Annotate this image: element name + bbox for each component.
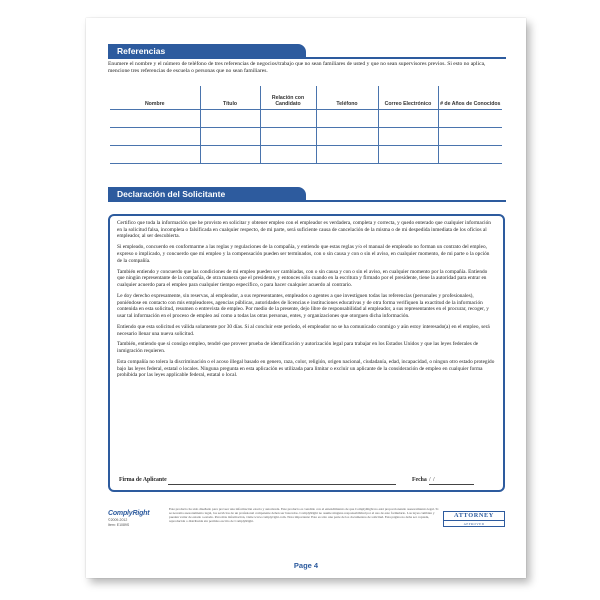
reference-1-relacion[interactable]: [260, 110, 316, 128]
reference-3-titulo[interactable]: [200, 146, 260, 164]
reference-3-telefono[interactable]: [316, 146, 378, 164]
column-relacion: Relación con Candidato: [260, 86, 316, 110]
declaration-title: Declaración del Solicitante: [117, 189, 226, 199]
declaration-paragraph: Certifico que toda la información que he provisto en solicitar y obtener empleo con el empleador es verdadera, completa y correcta, y quedo enterado que cualquier información en la solicitud falsa, incompleta o falsificada en cualquier respecto, de mi parte, será suficiente causa de cancelación de la misma o de mi despedida inmediata de los oficios al empleador, al ser descubierta.: [117, 220, 491, 240]
declaration-paragraph: Entiendo que esta solicitud es válida solamente por 30 días. Si al concluir este período, el empleador no se ha comunicado conmigo y aún estoy interesado(a) en el empleo, será necesario llenar una nueva solicitud.: [117, 323, 490, 337]
table-row: [110, 146, 502, 164]
declaration-paragraph: Si empleado, concuerdo en conformarme a las reglas y regulaciones de la compañía, y entiendo que estas reglas y/o el manual de empleado no forman un contrato del empleo, expreso o implicado, y concuerdo que mi empleo y la compensación pueden ser terminados, con o sin causa y con o sin el aviso, en cualquier momento, de mi parte o la opción de la compañía.: [117, 244, 490, 264]
badge-bottom-text: APPROVED: [463, 522, 485, 526]
badge-top-text: ATTORNEY: [444, 512, 504, 521]
logo-copyright: ©2009-2012: [108, 518, 128, 522]
reference-1-titulo[interactable]: [200, 110, 260, 128]
column-telefono: Teléfono: [316, 86, 378, 110]
column-nombre: Nombre: [144, 101, 165, 107]
references-header-row: [110, 86, 502, 110]
reference-2-telefono[interactable]: [316, 128, 378, 146]
reference-2-anos[interactable]: [438, 128, 502, 146]
references-instructions: Enumere el nombre y el número de teléfono de tres referencias de negocios/trabajo que no sean familiares de usted y que no sean supervisores previos. Si esto no aplica, mencione tres referencias de escuela o personas que no sean familiares.: [108, 61, 486, 74]
column-titulo: Título: [200, 86, 260, 110]
reference-1-telefono[interactable]: [316, 110, 378, 128]
column-anos: # de Años de Conocidos: [438, 86, 502, 110]
complyright-logo: [108, 510, 168, 527]
reference-3-correo[interactable]: [378, 146, 438, 164]
reference-1-anos[interactable]: [438, 110, 502, 128]
references-header-rule: [108, 57, 506, 59]
reference-2-relacion[interactable]: [260, 128, 316, 146]
reference-2-nombre[interactable]: [110, 128, 200, 146]
reference-3-nombre[interactable]: [110, 146, 200, 164]
declaration-paragraph: Esta compañía no tolera la discriminación o el acoso illegal basado en genero, raza, color, religión, origen nacional, ciudadanía, edad, incapacidad, o ningun otro estado protegido bajo las leyes federal, estatal o locales. Ninguna pregunta en esta aplicación es utilizada para limitar o excluir un aplicante de la consideración de empleo en cualquier forma prohibida por las leyes applicable federal, estatal o local.: [117, 359, 495, 379]
reference-1-nombre[interactable]: [110, 110, 200, 128]
declaration-paragraph: Le doy derecho expresamente, sin reservas, al empleador, a sus representantes, empleados o agentes a que investiguen todas las referencias (personales y profesionales), poniéndose en contacto con mis empleadores, agencias públicas, autoridades de licencias e instituciones educativas y de otra forma verifiquen la exactitud de la información contenida en esta solicitud, resumen o entrevista de empleo. Por medio de la presente, dejo libre de responsabilidad al empleador, a sus representantes en el procurar, recoger, y usar tal información en el proceso de empleo así como a todas las otras personas, entes, y organizaciones que otorguen dicha información.: [117, 292, 489, 319]
date-field[interactable]: [429, 484, 474, 485]
declaration-header-rule: [108, 200, 506, 202]
legal-disclaimer: Este producto ha sido diseñado para proveer una información exacta y autorizada. Este producto es vendido con el entendimiento de que ComplyRight no está proporcionando asesoramiento legal. Si se necesita asesoramiento legal, los servicios de un profesional competente deben ser buscados. ComplyRight no asume ninguna responsabilidad por el uso de este formulario. Las leyes cambian y pueden variar de estado a estado. Para más información, visite www.complyright.com. Nota importante: Este es sólo una parte de los documentos de solicitud. Esta página no debe ser copiada, reproducida o distribuida sin permiso escrito de ComplyRight.: [169, 507, 439, 524]
signature-field[interactable]: [168, 484, 396, 485]
table-row: [110, 110, 502, 128]
form-page: [86, 18, 526, 578]
signature-label: Firma de Aplicante: [119, 477, 167, 483]
references-table: [110, 86, 502, 164]
declaration-text: [117, 220, 495, 383]
reference-2-correo[interactable]: [378, 128, 438, 146]
reference-2-titulo[interactable]: [200, 128, 260, 146]
logo-item-number: Item: E1089S: [108, 523, 130, 528]
declaration-paragraph: También, entiendo que si consigo empleo, tendré que proveer prueba de identificación y autorización legal para trabajar en los Estados Unidos y que las leyes federales de inmigración requieren.: [117, 341, 479, 355]
references-title: Referencias: [117, 46, 166, 56]
reference-3-anos[interactable]: [438, 146, 502, 164]
attorney-approved-badge: [443, 511, 505, 527]
date-label: Fecha: [412, 477, 427, 483]
logo-wordmark: ComplyRight: [108, 510, 150, 517]
reference-1-correo[interactable]: [378, 110, 438, 128]
column-correo: Correo Electrónico: [378, 86, 438, 110]
reference-3-relacion[interactable]: [260, 146, 316, 164]
page-number: Page 4: [293, 561, 319, 570]
declaration-paragraph: También entiendo y concuerdo que las condiciones de mi empleo pueden ser cambiadas, con o sin causa y con o sin el aviso, en cualquier momento por la compañía. Entiendo que ningún representante de la compañía, de otra manera que el presidente, y entonces sólo cuando en la escritura y firmado por el presidente, tiene la autoridad para entrar en cualquier acuerdo para el empleo para cualquier tiempo específico, o para hacer cualquier acuerdo al contrario.: [117, 268, 488, 288]
signature-row: [119, 477, 499, 486]
date-separators: / /: [429, 477, 436, 483]
table-row: [110, 128, 502, 146]
